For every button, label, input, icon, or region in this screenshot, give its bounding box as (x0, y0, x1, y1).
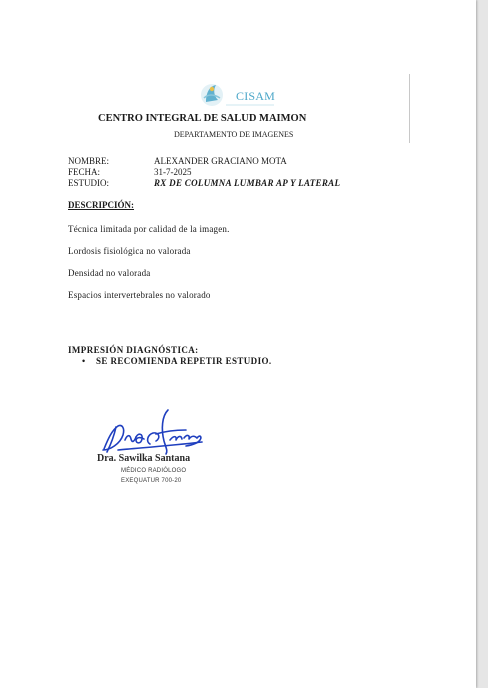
patient-name: ALEXANDER GRACIANO MOTA (154, 156, 287, 166)
signatory-name: Dra. Sawilka Santana (97, 453, 191, 464)
signatory-license: EXEQUATUR 700-20 (121, 478, 182, 484)
impression-item (82, 356, 272, 366)
finding-item: Espacios intervertebrales no valorado (68, 290, 211, 300)
finding-item: Lordosis fisiológica no valorada (68, 246, 191, 256)
impression-heading: IMPRESIÓN DIAGNÓSTICA: (68, 345, 199, 355)
handwritten-signature (98, 404, 210, 458)
header-divider (409, 74, 410, 143)
logo-text: CISAM (236, 89, 276, 103)
department-name: DEPARTAMENTO DE IMAGENES (174, 130, 294, 139)
name-label: NOMBRE: (68, 156, 110, 166)
organization-name: CENTRO INTEGRAL DE SALUD MAIMON (98, 113, 307, 124)
impression-text: SE RECOMIENDA REPETIR ESTUDIO. (96, 356, 272, 366)
bullet-icon: • (82, 356, 86, 366)
description-heading: DESCRIPCIÓN: (68, 200, 135, 210)
study-name: RX DE COLUMNA LUMBAR AP Y LATERAL (154, 178, 341, 188)
study-date: 31-7-2025 (154, 167, 192, 177)
date-label: FECHA: (68, 167, 101, 177)
signatory-title: MÉDICO RADIÓLOGO (121, 468, 187, 474)
study-label: ESTUDIO: (68, 178, 109, 188)
finding-item: Densidad no valorada (68, 268, 151, 278)
finding-item: Técnica limitada por calidad de la imagen. (68, 224, 230, 234)
